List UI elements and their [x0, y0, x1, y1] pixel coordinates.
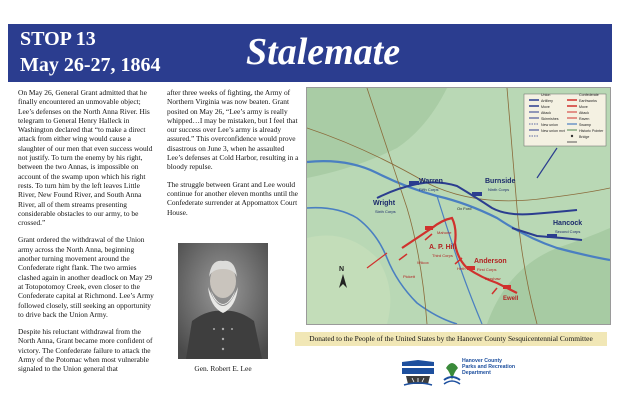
legend-item: Move	[541, 105, 550, 109]
parks-department-name: Hanover County Parks and Recreation Department	[462, 358, 516, 376]
map-sublabel: Fifth Corps	[419, 187, 439, 192]
paragraph: On May 26, General Grant admitted that he finally encountered an unmovable object; Lee’s defenses on the North Anna River. His telegram to General Henry Halleck in Washington declared that “to make a direct attack from either wing would cause a slaughter of our men that even success would not justify. To turn the enemy by his right, between the two Annas, is impossible on account of the swamp upon which his right rests. To turn him by the left leaves Little River, New Found River, and South Anna River, all of them streams presenting considerable obstacles to our army, to be crossed.”	[18, 88, 153, 228]
map-label-mahone: Mahone	[437, 230, 452, 235]
page-title: Stalemate	[246, 31, 401, 73]
legend-item: Earthworks	[579, 99, 597, 103]
map-label-oxford: Ox Ford	[457, 206, 472, 211]
map-sublabel: First Corps	[477, 267, 497, 272]
legend-item: Artillery	[541, 99, 553, 103]
stop-number: STOP 13	[20, 28, 96, 50]
title-banner	[8, 24, 612, 82]
map-label-hancock: Hancock	[553, 220, 583, 227]
legend-item: Move	[579, 105, 588, 109]
map-label-burnside: Burnside	[485, 178, 516, 185]
map-sublabel: Third Corps	[432, 253, 453, 258]
map-label-wilcox: Wilcox	[417, 260, 429, 265]
civil-war-sesquicentennial-logo-icon	[398, 354, 438, 394]
legend-item: Attack	[541, 111, 551, 115]
paragraph: The struggle between Grant and Lee would continue for another eleven months until the Confederate surrender at Appomattox Court House.	[167, 179, 298, 217]
text-column-left	[18, 88, 158, 382]
map-label-anderson: Anderson	[474, 258, 507, 265]
paragraph: after three weeks of fighting, the Army of Northern Virginia was now beaten. Grant posited on May 26, “Lee’s army is really whipped…I may be mistaken, but I feel that our success over Lee’s army is already assured.” This overconfidence would prove disastrous on June 3, when he assaulted Lee’s defenses at Cold Harbor, resulting in a bloody repulse.	[167, 88, 299, 172]
lee-portrait	[178, 243, 268, 359]
hanover-parks-logo	[442, 354, 516, 394]
text-column-middle	[167, 88, 299, 225]
legend-item: Bridge	[579, 135, 590, 139]
map-label-wright: Wright	[373, 200, 396, 207]
map-sublabel: Second Corps	[555, 229, 581, 234]
legend-item: Raven	[579, 117, 590, 121]
map-label-warren: Warren	[419, 178, 443, 185]
hanover-county-parks-logo-icon	[442, 354, 462, 394]
legend-item: Union	[541, 93, 551, 97]
map-label-kershaw: Kershaw	[485, 276, 501, 281]
map-label-ewell: Ewell	[503, 296, 519, 302]
sesquicentennial-logo	[398, 354, 438, 394]
legend-item: Confederate	[579, 93, 599, 97]
portrait-caption: Gen. Robert E. Lee	[194, 364, 252, 373]
legend-item: New union mvt	[541, 129, 565, 133]
map-sublabel: Ninth Corps	[488, 187, 510, 192]
paragraph: Despite his reluctant withdrawal from the North Anna, Grant became more confident of victory. The Confederate failure to attack the Army of the Potomac when most vulnerable signaled to the Union general that	[18, 327, 153, 374]
battle-map	[306, 87, 611, 325]
legend-item: Swamp	[579, 123, 591, 127]
legend-item: Skirmishes	[541, 117, 559, 121]
north-arrow-label: N	[339, 266, 345, 273]
legend-item: New union	[541, 123, 558, 127]
legend-item: Attack	[579, 111, 589, 115]
portrait-image	[178, 243, 268, 359]
legend-item: Historic Pointer	[579, 129, 604, 133]
map-sublabel: Sixth Corps	[375, 209, 396, 214]
map-label-pickett: Pickett	[403, 274, 416, 279]
stop-heading	[20, 26, 210, 78]
donation-banner: Donated to the People of the United States by the Hanover County Sesquicentennial Committee	[295, 332, 607, 346]
stop-dates: May 26-27, 1864	[20, 54, 161, 76]
map-label-heth: Heth	[457, 266, 466, 271]
map-label-aphill: A. P. Hill	[429, 244, 457, 251]
paragraph: Grant ordered the withdrawal of the Union army across the North Anna, beginning another turning movement around the Confederate right flank. The two armies clashed again in another deadlock on May 29 at Totopotomoy Creek, even closer to the Confederate capital at Richmond. Lee’s Army followed closely, still seeking an opportunity to drive back the Union Army.	[18, 235, 154, 319]
